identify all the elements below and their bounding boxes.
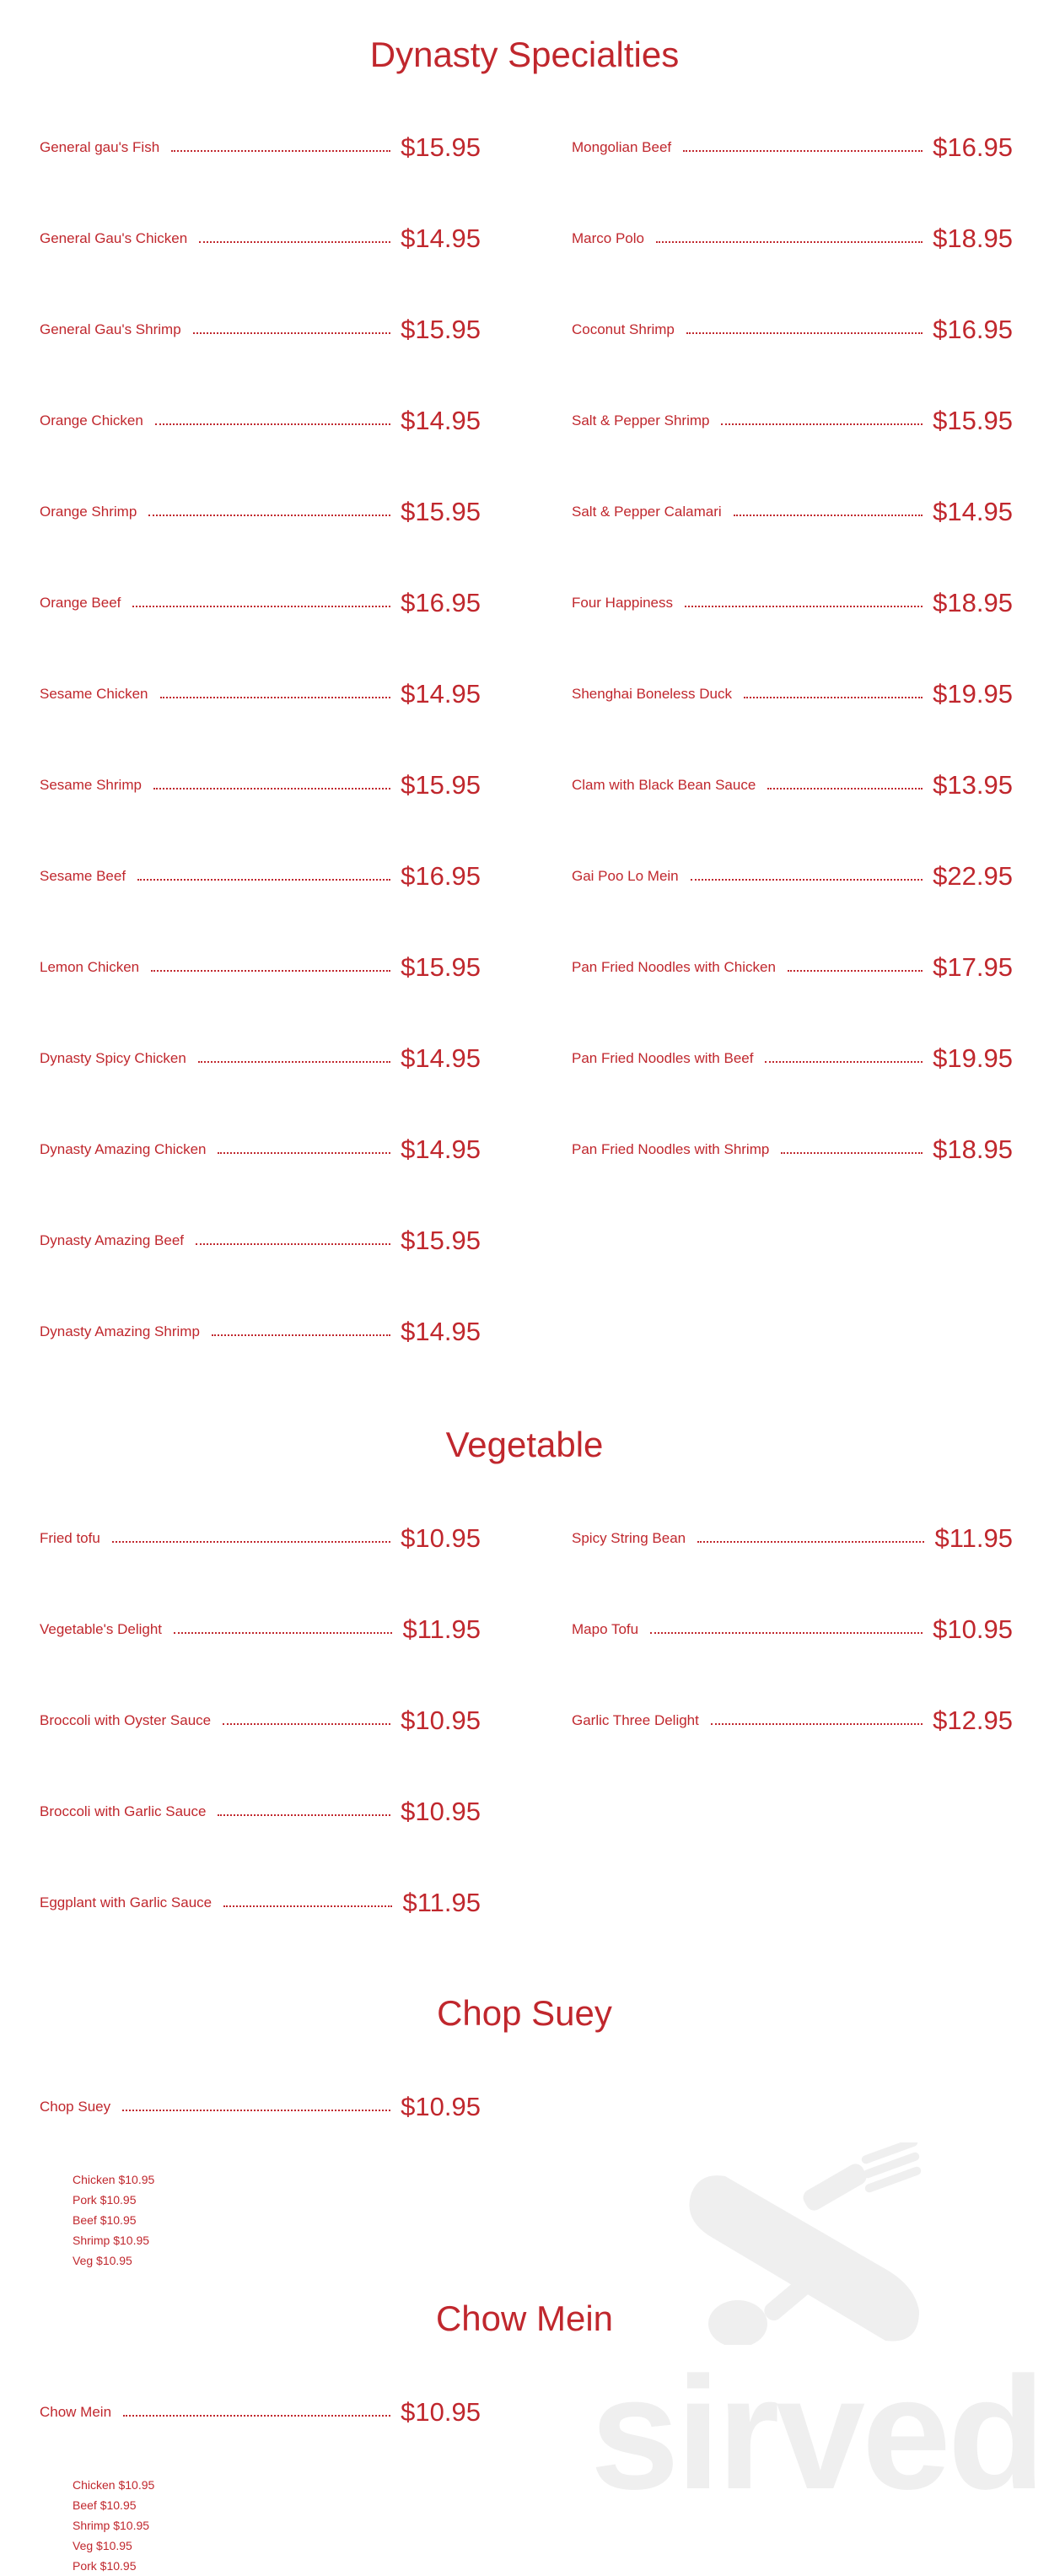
dotted-leader: [656, 241, 923, 243]
menu-item-price: $12.95: [933, 1706, 1013, 1735]
menu-item-price: $16.95: [401, 861, 481, 891]
menu-item-name: Orange Chicken: [40, 412, 143, 428]
menu-item-price: $13.95: [933, 770, 1013, 800]
dotted-leader: [223, 1723, 390, 1725]
dotted-leader: [193, 332, 391, 334]
menu-grid-chop-suey: [40, 2061, 1013, 2153]
menu-item: [572, 1104, 1013, 1195]
dotted-leader: [691, 879, 923, 881]
menu-item: [40, 1766, 481, 1857]
menu-item: [40, 740, 481, 831]
menu-item: [572, 193, 1013, 284]
option-item: Beef $10.95: [73, 2213, 137, 2227]
menu-item-name: Broccoli with Garlic Sauce: [40, 1803, 207, 1819]
menu-item-name: Chop Suey: [40, 2099, 111, 2115]
menu-item: [40, 466, 481, 558]
menu-item-name: Orange Beef: [40, 595, 121, 611]
dotted-leader: [744, 697, 923, 698]
menu-item-price: $17.95: [933, 952, 1013, 982]
dotted-leader: [112, 1541, 390, 1543]
option-item: Shrimp $10.95: [73, 2519, 150, 2532]
menu-item-price: $18.95: [933, 588, 1013, 617]
menu-item-name: General Gau's Chicken: [40, 230, 188, 246]
dotted-leader: [174, 1632, 392, 1634]
menu-item-name: Sesame Beef: [40, 868, 126, 884]
menu-item-name: Sesame Chicken: [40, 686, 148, 702]
menu-item-price: $15.95: [401, 315, 481, 344]
menu-item: [572, 649, 1013, 740]
dotted-leader: [711, 1723, 923, 1725]
menu-item-name: General Gau's Shrimp: [40, 321, 181, 337]
dotted-leader: [199, 241, 390, 243]
dotted-leader: [196, 1243, 390, 1245]
menu-item-price: $14.95: [401, 679, 481, 709]
menu-item: [40, 1286, 481, 1377]
option-item: Shrimp $10.95: [73, 2234, 150, 2247]
dotted-leader: [137, 879, 390, 881]
menu-item: [40, 2367, 481, 2458]
menu-item-price: $19.95: [933, 1043, 1013, 1073]
menu-item-name: Mongolian Beef: [572, 139, 672, 155]
menu-item-name: Shenghai Boneless Duck: [572, 686, 732, 702]
menu-item-price: $15.95: [401, 132, 481, 162]
menu-item-price: $16.95: [933, 132, 1013, 162]
menu-item-name: Four Happiness: [572, 595, 674, 611]
menu-item-price: $16.95: [933, 315, 1013, 344]
dotted-leader: [650, 1632, 923, 1634]
menu-item-price: $10.95: [401, 1797, 481, 1826]
menu-item-price: $14.95: [401, 1134, 481, 1164]
dotted-leader: [686, 332, 923, 334]
menu-item-price: $11.95: [934, 1523, 1013, 1553]
menu-item-price: $15.95: [401, 952, 481, 982]
dotted-leader: [218, 1814, 390, 1816]
menu-item-name: Spicy String Bean: [572, 1530, 686, 1546]
menu-item-name: Salt & Pepper Shrimp: [572, 412, 710, 428]
menu-item: [40, 193, 481, 284]
menu-item-price: $16.95: [401, 588, 481, 617]
menu-item-name: Dynasty Amazing Shrimp: [40, 1323, 200, 1339]
menu-item-name: Pan Fried Noodles with Chicken: [572, 959, 776, 975]
menu-item-name: Vegetable's Delight: [40, 1621, 163, 1637]
menu-item-price: $10.95: [401, 2397, 481, 2427]
menu-item-name: Garlic Three Delight: [572, 1712, 699, 1728]
menu-item-price: $14.95: [401, 1317, 481, 1346]
menu-item-name: Lemon Chicken: [40, 959, 140, 975]
menu-item-price: $10.95: [401, 1523, 481, 1553]
menu-item: [572, 284, 1013, 375]
menu-item-price: $22.95: [933, 861, 1013, 891]
dotted-leader: [153, 788, 390, 790]
menu-item-name: Dynasty Amazing Chicken: [40, 1141, 207, 1157]
menu-grid-dynasty-specialties: [40, 102, 1013, 1377]
dotted-leader: [123, 2415, 390, 2417]
menu-item-price: $18.95: [933, 1134, 1013, 1164]
dotted-leader: [685, 606, 923, 607]
menu-item-price: $15.95: [401, 497, 481, 526]
menu-item: [40, 558, 481, 649]
dotted-leader: [198, 1061, 390, 1063]
menu-item: [40, 102, 481, 193]
menu-item-name: Salt & Pepper Calamari: [572, 504, 722, 520]
menu-item-price: $14.95: [401, 224, 481, 253]
dotted-leader: [697, 1541, 924, 1543]
option-item: Chicken $10.95: [73, 2478, 155, 2492]
dotted-leader: [160, 697, 391, 698]
menu-item: [572, 740, 1013, 831]
menu-item-name: Mapo Tofu: [572, 1621, 639, 1637]
menu-item: [40, 2061, 481, 2153]
dotted-leader: [122, 2110, 390, 2111]
menu-item-price: $18.95: [933, 224, 1013, 253]
menu-item: [40, 831, 481, 922]
menu-item: [572, 1584, 1013, 1675]
dotted-leader: [767, 788, 923, 790]
option-item: Veg $10.95: [73, 2254, 132, 2267]
menu-item-name: Clam with Black Bean Sauce: [572, 777, 756, 793]
dotted-leader: [155, 423, 390, 425]
dotted-leader: [223, 1905, 392, 1907]
dotted-leader: [788, 970, 923, 972]
dotted-leader: [721, 423, 923, 425]
menu-item: [40, 1675, 481, 1766]
section-title-chow-mein: Chow Mein: [435, 2298, 614, 2338]
section-title-vegetable: Vegetable: [445, 1425, 604, 1464]
menu-item: [572, 831, 1013, 922]
menu-item: [40, 1013, 481, 1104]
dotted-leader: [765, 1061, 923, 1063]
menu-item: [572, 375, 1013, 466]
dotted-leader: [212, 1334, 390, 1336]
menu-item: [572, 102, 1013, 193]
section-title-dynasty-specialties: Dynasty Specialties: [369, 35, 680, 74]
menu-item-name: Sesame Shrimp: [40, 777, 142, 793]
dotted-leader: [683, 150, 923, 152]
menu-item: [572, 1013, 1013, 1104]
menu-item: [572, 922, 1013, 1013]
menu-item-name: Coconut Shrimp: [572, 321, 675, 337]
option-item: Pork $10.95: [73, 2193, 137, 2207]
option-item: Chicken $10.95: [73, 2173, 155, 2186]
menu-item-name: Marco Polo: [572, 230, 644, 246]
option-item: Veg $10.95: [73, 2539, 132, 2552]
menu-item-price: $15.95: [933, 406, 1013, 435]
menu-item-price: $15.95: [401, 770, 481, 800]
menu-item: [572, 466, 1013, 558]
dotted-leader: [218, 1152, 390, 1154]
menu-item-price: $14.95: [401, 406, 481, 435]
menu-item-price: $10.95: [933, 1614, 1013, 1644]
menu-grid-vegetable: [40, 1493, 1013, 1948]
menu-item-name: Orange Shrimp: [40, 504, 137, 520]
menu-item-name: Pan Fried Noodles with Shrimp: [572, 1141, 770, 1157]
chow-mein-options: [73, 2475, 154, 2576]
menu-item-price: $19.95: [933, 679, 1013, 709]
option-item: Beef $10.95: [73, 2498, 137, 2512]
menu-item-name: Gai Poo Lo Mein: [572, 868, 679, 884]
menu-item-name: General gau's Fish: [40, 139, 160, 155]
menu-item: [40, 649, 481, 740]
menu-item-price: $14.95: [933, 497, 1013, 526]
menu-item: [40, 1584, 481, 1675]
menu-item-price: $15.95: [401, 1226, 481, 1255]
menu-grid-chow-mein: [40, 2367, 1013, 2458]
menu-item: [572, 1675, 1013, 1766]
chop-suey-options: [73, 2169, 154, 2271]
menu-item-price: $10.95: [401, 1706, 481, 1735]
menu-item: [40, 1195, 481, 1286]
dotted-leader: [734, 515, 923, 516]
menu-item: [572, 1493, 1013, 1584]
menu-item: [40, 1493, 481, 1584]
menu-item-price: $11.95: [402, 1888, 481, 1917]
menu-item: [40, 284, 481, 375]
menu-item: [40, 922, 481, 1013]
menu-item-name: Fried tofu: [40, 1530, 100, 1546]
menu-item: [40, 1104, 481, 1195]
dotted-leader: [151, 970, 390, 972]
sirved-watermark: sirved: [590, 2344, 1042, 2523]
menu-item-name: Dynasty Amazing Beef: [40, 1232, 185, 1248]
menu-item-price: $14.95: [401, 1043, 481, 1073]
menu-item-name: Pan Fried Noodles with Beef: [572, 1050, 754, 1066]
menu-item-price: $11.95: [402, 1614, 481, 1644]
menu-item-name: Broccoli with Oyster Sauce: [40, 1712, 212, 1728]
section-title-chop-suey: Chop Suey: [437, 1993, 612, 2033]
dotted-leader: [132, 606, 390, 607]
menu-item: [40, 375, 481, 466]
option-item: Pork $10.95: [73, 2559, 137, 2573]
menu-item: [40, 1857, 481, 1948]
dotted-leader: [171, 150, 390, 152]
menu-item-name: Chow Mein: [40, 2404, 112, 2420]
menu-item: [572, 558, 1013, 649]
menu-item-price: $10.95: [401, 2092, 481, 2121]
menu-item-name: Dynasty Spicy Chicken: [40, 1050, 186, 1066]
menu-item-name: Eggplant with Garlic Sauce: [40, 1894, 212, 1910]
dotted-leader: [148, 515, 390, 516]
dotted-leader: [781, 1152, 923, 1154]
